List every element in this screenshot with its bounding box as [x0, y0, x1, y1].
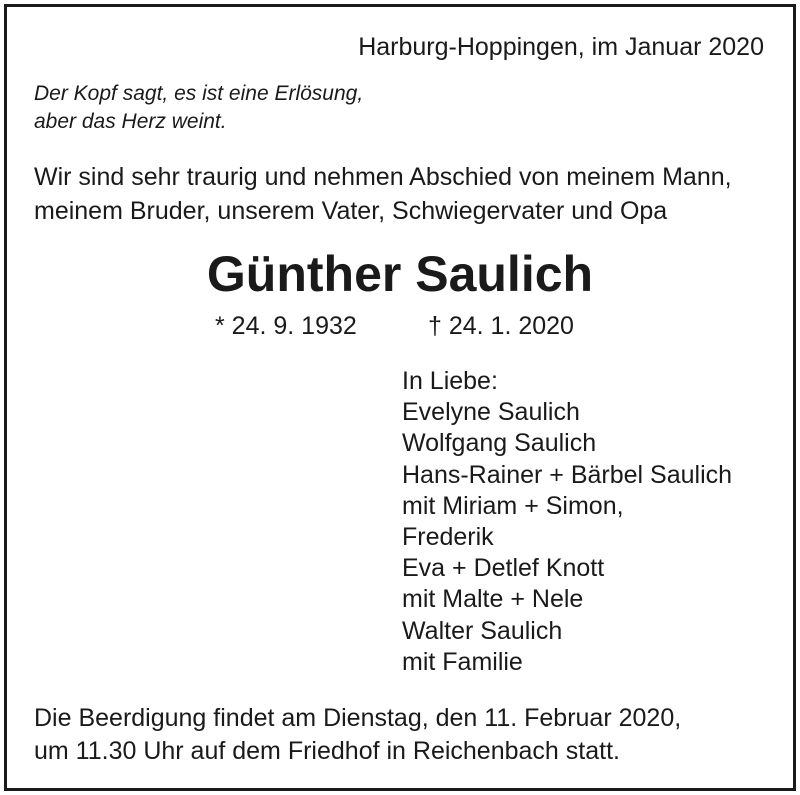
place-and-date: Harburg-Hoppingen, im Januar 2020: [358, 33, 764, 61]
deceased-name: Günther Saulich: [206, 246, 594, 302]
mourner-line: Frederik: [402, 523, 494, 552]
mourners-heading: In Liebe:: [402, 367, 498, 395]
funeral-line: um 11.30 Uhr auf dem Friedhof in Reichenbach statt.: [34, 737, 620, 765]
motto-line: aber das Herz weint.: [34, 110, 227, 133]
mourner-line: Wolfgang Saulich: [402, 429, 597, 458]
mourner-line: Hans-Rainer + Bärbel Saulich: [402, 460, 733, 489]
mourner-line: Evelyne Saulich: [402, 398, 580, 427]
mourner-line: Walter Saulich: [402, 616, 563, 645]
birth-date: * 24. 9. 1932: [215, 312, 357, 340]
mourner-line: mit Malte + Nele: [402, 585, 584, 614]
intro-line: meinem Bruder, unserem Vater, Schwiegervater und Opa: [34, 197, 668, 225]
intro-line: Wir sind sehr traurig und nehmen Abschied von meinem Mann,: [34, 163, 732, 191]
mourners-list: [402, 366, 732, 678]
intro-text: [34, 160, 732, 228]
mourner-line: Eva + Detlef Knott: [402, 554, 605, 583]
funeral-info: [34, 702, 681, 768]
mourner-line: mit Familie: [402, 647, 523, 676]
death-date: † 24. 1. 2020: [428, 312, 574, 340]
mourner-line: mit Miriam + Simon,: [402, 491, 624, 520]
motto-line: Der Kopf sagt, es ist eine Erlösung,: [34, 82, 364, 105]
motto: [34, 80, 363, 136]
funeral-line: Die Beerdigung findet am Dienstag, den 11. Februar 2020,: [34, 704, 682, 732]
